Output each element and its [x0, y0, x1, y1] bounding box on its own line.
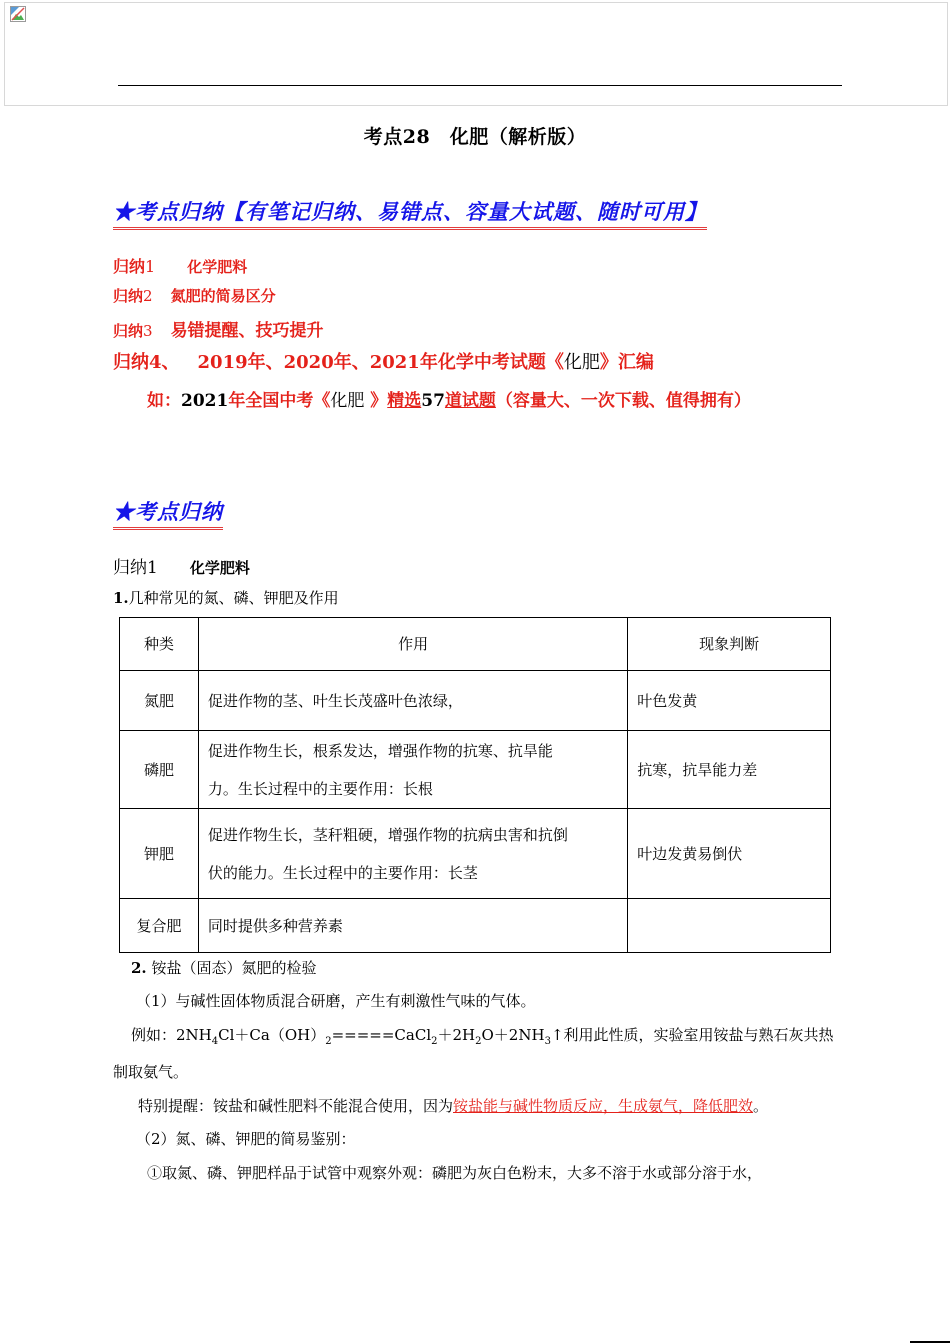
toc-item-2 [113, 285, 276, 306]
page-corner-mark [910, 1341, 950, 1343]
subheading [113, 587, 339, 608]
cell-line: 同时提供多种营养素 [207, 916, 343, 935]
toc-label: 归纳 [113, 322, 144, 340]
reminder-text: 特别提醒：铵盐和碱性肥料不能混合使用，因为 [138, 1097, 454, 1115]
example-text: 年全国中考《 [228, 391, 331, 411]
toc-label: 归纳 [113, 287, 144, 305]
table-cell [628, 899, 831, 953]
paragraph: ①取氮、磷、钾肥样品于试管中观察外观：磷肥为灰白色粉末，大多不溶于水或部分溶于水， [147, 1164, 763, 1182]
example-count: 57 [421, 391, 445, 411]
example-prefix: 如： [147, 391, 181, 411]
example-line [147, 386, 751, 411]
toc-num: 1 [145, 257, 156, 276]
cell-line: 促进作物生长，茎秆粗硬，增强作物的抗病虫害和抗倒 [207, 825, 568, 844]
section-label: 归纳 [113, 558, 147, 578]
page-header [4, 2, 948, 106]
table-row [120, 899, 831, 953]
cell-line: 力。生长过程中的主要作用：长根 [207, 779, 433, 798]
toc-text: 》汇编 [599, 352, 654, 373]
table-header: 作用 [198, 618, 627, 671]
summary-banner: ★考点归纳【有笔记归纳、易错点、容量大试题、随时可用】 [113, 196, 707, 230]
paragraph-ammonium-test [131, 957, 316, 978]
eq-part: ↑利用此性质，实验室用铵盐与熟石灰共热 [550, 1026, 834, 1044]
table-row [120, 671, 831, 731]
paragraph-equation [131, 1024, 834, 1047]
example-note: （容量大、一次下载、值得拥有） [495, 391, 751, 411]
toc-item-1 [113, 254, 247, 277]
example-text: 》 [370, 391, 388, 411]
paragraph-text: 铵盐（固态）氮肥的检验 [151, 959, 317, 977]
eq-sub: 2 [325, 1036, 332, 1047]
eq-part: ＋2H [437, 1026, 476, 1044]
toc-item-3 [113, 316, 324, 341]
page-title: 考点28 化肥（解析版） [363, 126, 587, 148]
table-cell: 叶色发黄 [628, 671, 831, 731]
eq-sub: 2 [431, 1036, 438, 1047]
toc-text: 2019年、2020年、2021年化学中考试题《 [197, 352, 564, 373]
eq-part: =====CaCl [331, 1026, 432, 1044]
eq-sub: 3 [544, 1036, 551, 1047]
table-cell: 复合肥 [120, 899, 199, 953]
table-cell: 钾肥 [120, 809, 199, 899]
toc-label: 归纳 [113, 257, 146, 276]
broken-image-icon [10, 6, 26, 22]
subheading-text: 几种常见的氮、磷、钾肥及作用 [128, 589, 339, 607]
toc-text: 氮肥的简易区分 [170, 287, 276, 305]
section-num: 1 [147, 558, 158, 578]
paragraph: （2）氮、磷、钾肥的简易鉴别： [136, 1130, 356, 1148]
table-cell [198, 899, 627, 953]
example-fertilizer: 化肥 [330, 391, 365, 411]
eq-part: Cl＋Ca（OH） [218, 1026, 326, 1044]
fertilizer-table [119, 617, 831, 953]
example-link-selected[interactable]: 精选 [387, 391, 422, 411]
table-cell: 磷肥 [120, 731, 199, 809]
toc-label: 归纳4、 [113, 352, 180, 373]
summary-banner-2: ★考点归纳 [113, 496, 223, 530]
table-cell [198, 731, 627, 809]
table-cell: 抗寒，抗旱能力差 [628, 731, 831, 809]
table-row [120, 809, 831, 899]
reminder-highlight: 铵盐能与碱性物质反应，生成氨气，降低肥效 [453, 1097, 754, 1115]
table-row [120, 731, 831, 809]
subheading-num: 1. [113, 589, 129, 607]
toc-text-fertilizer: 化肥 [563, 352, 600, 373]
paragraph: 制取氨气。 [113, 1063, 189, 1081]
table-header: 现象判断 [628, 618, 831, 671]
toc-item-4 [113, 348, 654, 374]
toc-text: 化学肥料 [187, 258, 248, 276]
example-link-questions[interactable]: 道试题 [444, 391, 496, 411]
example-year: 2021 [181, 391, 229, 411]
table-cell [198, 809, 627, 899]
table-cell: 氮肥 [120, 671, 199, 731]
header-rule [118, 85, 842, 86]
reminder-end: 。 [753, 1097, 769, 1115]
table-header: 种类 [120, 618, 199, 671]
section-title: 化学肥料 [189, 559, 250, 577]
table-cell [198, 671, 627, 731]
paragraph-num: 2. [131, 959, 147, 977]
toc-text: 易错提醒、技巧提升 [170, 321, 324, 341]
paragraph-reminder [138, 1095, 768, 1116]
cell-line: 促进作物生长，根系发达，增强作物的抗寒、抗旱能 [207, 741, 553, 760]
eq-part: 例如：2NH [131, 1026, 212, 1044]
table-cell: 叶边发黄易倒伏 [628, 809, 831, 899]
cell-line: 促进作物的茎、叶生长茂盛叶色浓绿， [207, 691, 463, 710]
cell-line: 伏的能力。生长过程中的主要作用：长茎 [207, 863, 478, 882]
toc-num: 3 [143, 322, 153, 340]
eq-part: O＋2NH [481, 1026, 545, 1044]
paragraph: （1）与碱性固体物质混合研磨，产生有刺激性气味的气体。 [136, 992, 536, 1010]
toc-num: 2 [143, 287, 153, 305]
eq-sub: 2 [475, 1036, 482, 1047]
section-heading [113, 553, 250, 578]
eq-sub: 4 [211, 1036, 219, 1047]
